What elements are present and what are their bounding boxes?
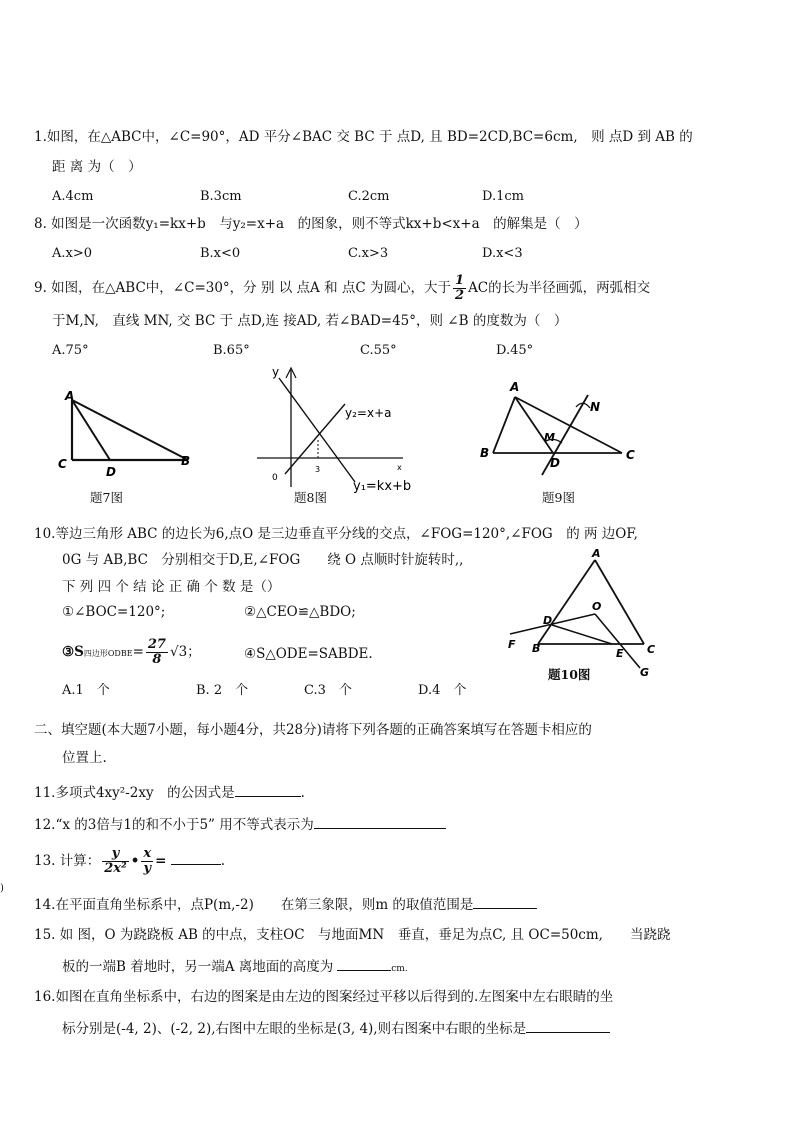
- fig8-label-x: x: [397, 463, 402, 472]
- q10-fraction: $\frac{27}{8}$: [147, 637, 166, 667]
- q1-option-b: B.3cm: [200, 189, 242, 204]
- fig10-label-b: B: [532, 642, 541, 655]
- q1-line1: 1.如图，在△ABC中，∠C=90°，AD 平分∠BAC 交 BC 于 点D, 且 BD=2CD,BC=6cm, 则 点D 到 AB 的: [34, 129, 693, 145]
- q10-statement-2: ②△CEO≌△BDO;: [244, 604, 356, 620]
- q9-option-a: A.75°: [52, 343, 89, 358]
- q11-answer-blank[interactable]: [235, 784, 301, 797]
- q13-fraction-1: $\frac{y}{\text{2x²}}$: [104, 846, 127, 876]
- fig7-caption: 题7图: [90, 490, 123, 505]
- fig10-label-f: F: [508, 638, 516, 651]
- q11-line: 11.多项式4xy²-2xy 的公因式是 .: [34, 785, 305, 801]
- q8-option-a: A.x>0: [52, 246, 93, 261]
- fig8-label-y2: y₂=x+a: [345, 406, 392, 420]
- figure-9: [470, 375, 650, 480]
- section2-line1: 二、填空题(本大题7小题，每小题4分，共28分)请将下列各题的正确答案填写在答题卡相应的: [34, 722, 592, 738]
- q8-option-c: C.x>3: [348, 246, 389, 261]
- q12-answer-blank[interactable]: [314, 816, 446, 829]
- fig9-label-d: D: [550, 456, 560, 470]
- figure-8: [255, 362, 415, 492]
- q15-line2: 板的一端B 着地时，另一端A 离地面的高度为 cm.: [62, 959, 408, 975]
- section2-line2: 位置上.: [62, 750, 107, 766]
- q10-statement-1: ①∠BOC=120°;: [62, 604, 166, 620]
- q14-answer-blank[interactable]: [473, 896, 537, 909]
- q13-fraction-2: $\frac{x}{y}$: [143, 846, 152, 876]
- q8-option-d: D.x<3: [482, 246, 523, 261]
- q13-answer-blank[interactable]: [171, 852, 221, 865]
- fig10-label-e: E: [616, 647, 624, 660]
- fig9-caption: 题9图: [542, 490, 575, 505]
- q16-line2: 标分别是(-4, 2)、(-2, 2),右图中左眼的坐标是(3, 4),则右图案中右眼的坐标是: [62, 1020, 610, 1037]
- fig10-label-g: G: [640, 666, 650, 679]
- q15-answer-blank[interactable]: [337, 958, 391, 971]
- q10-option-a: A.1 个: [62, 683, 110, 698]
- q9-option-d: D.45°: [496, 343, 534, 358]
- q10-line1: 10.等边三角形 ABC 的边长为6,点O 是三边垂直平分线的交点，∠FOG=120°,∠FOG 的 两 边OF,: [34, 526, 638, 542]
- figure-7: [55, 385, 205, 480]
- q13-line: 13. 计算： $\frac{y}{\text{2x²}}$ • $\frac{x}{y}$ = .: [34, 846, 226, 876]
- q15-line1: 15. 如 图，O 为跷跷板 AB 的中点，支柱OC 与地面MN 垂直，垂足为点C, 且 OC=50cm, 当跷跷: [34, 927, 671, 943]
- q1-option-d: D.1cm: [482, 189, 524, 204]
- margin-mark: ): [0, 883, 4, 894]
- q8-option-b: B.x<0: [200, 246, 241, 261]
- q9-option-b: B.65°: [213, 343, 250, 358]
- fig7-label-b: B: [181, 454, 191, 468]
- q10-statement-3: ③S四边形ODBE= $\frac{27}{8}$ √3；: [62, 637, 201, 667]
- fig8-label-3: 3: [315, 465, 321, 474]
- q10-option-d: D.4 个: [418, 683, 467, 698]
- q9-line1-b: AC的长为半径画弧，两弧相交: [468, 280, 651, 296]
- fig10-caption: 题10图: [548, 667, 591, 682]
- fig7-label-c: C: [58, 457, 67, 471]
- q12-line: 12.“x 的3倍与1的和不小于5” 用不等式表示为: [34, 816, 446, 833]
- fig10-label-d: D: [543, 614, 553, 627]
- fig7-label-a: A: [65, 389, 75, 403]
- fig9-label-n: N: [590, 400, 601, 414]
- q9-half-fraction: $\frac{1}{2}$: [455, 273, 465, 303]
- fig7-label-d: D: [106, 465, 116, 479]
- q1-option-c: C.2cm: [348, 189, 390, 204]
- fig10-label-c: C: [647, 643, 656, 656]
- fig9-label-b: B: [480, 446, 490, 460]
- q10-option-c: C.3 个: [304, 683, 352, 698]
- q8-line: 8. 如图是一次函数y₁=kx+b 与y₂=x+a 的图象，则不等式kx+b<x+a 的解集是（ ）: [34, 216, 588, 232]
- q1-line2: 距 离 为（ ）: [52, 159, 142, 175]
- figure-10: [500, 548, 670, 683]
- q14-line: 14.在平面直角坐标系中，点P(m,-2) 在第三象限，则m 的取值范围是: [34, 896, 537, 913]
- q9-line1-a: 9. 如图，在△ABC中，∠C=30°，分 别 以 点A 和 点C 为圆心，大于: [34, 280, 452, 296]
- q9-option-c: C.55°: [360, 343, 397, 358]
- q10-line2: 0G 与 AB,BC 分别相交于D,E,∠FOG 绕 O 点顺时针旋转时,,: [62, 552, 464, 568]
- fig9-label-c: C: [626, 448, 635, 462]
- q10-line3: 下 列 四 个 结 论 正 确 个 数 是（）: [62, 579, 281, 595]
- fig9-label-m: M: [544, 431, 555, 444]
- q9-line2: 于M,N, 直线 MN, 交 BC 于 点D,连 接AD, 若∠BAD=45°，则 ∠B 的度数为（ ）: [52, 313, 568, 329]
- fig8-label-y: y: [272, 365, 280, 379]
- fig8-caption: 题8图: [294, 490, 327, 505]
- q10-option-b: B. 2 个: [196, 683, 249, 698]
- q9-line1: [34, 274, 650, 303]
- fig8-label-origin: 0: [272, 473, 278, 483]
- fig10-label-o: O: [592, 600, 602, 613]
- fig8-label-y1: y₁=kx+b: [353, 479, 412, 494]
- q1-option-a: A.4cm: [52, 189, 94, 204]
- q16-answer-blank[interactable]: [526, 1020, 610, 1033]
- fig9-label-a: A: [510, 380, 520, 394]
- fig10-label-a: A: [592, 547, 601, 560]
- q16-line1: 16.如图在直角坐标系中，右边的图案是由左边的图案经过平移以后得到的.左图案中左右眼睛的坐: [34, 989, 614, 1005]
- q10-statement-4: ④S△ODE=SABDE.: [244, 646, 373, 662]
